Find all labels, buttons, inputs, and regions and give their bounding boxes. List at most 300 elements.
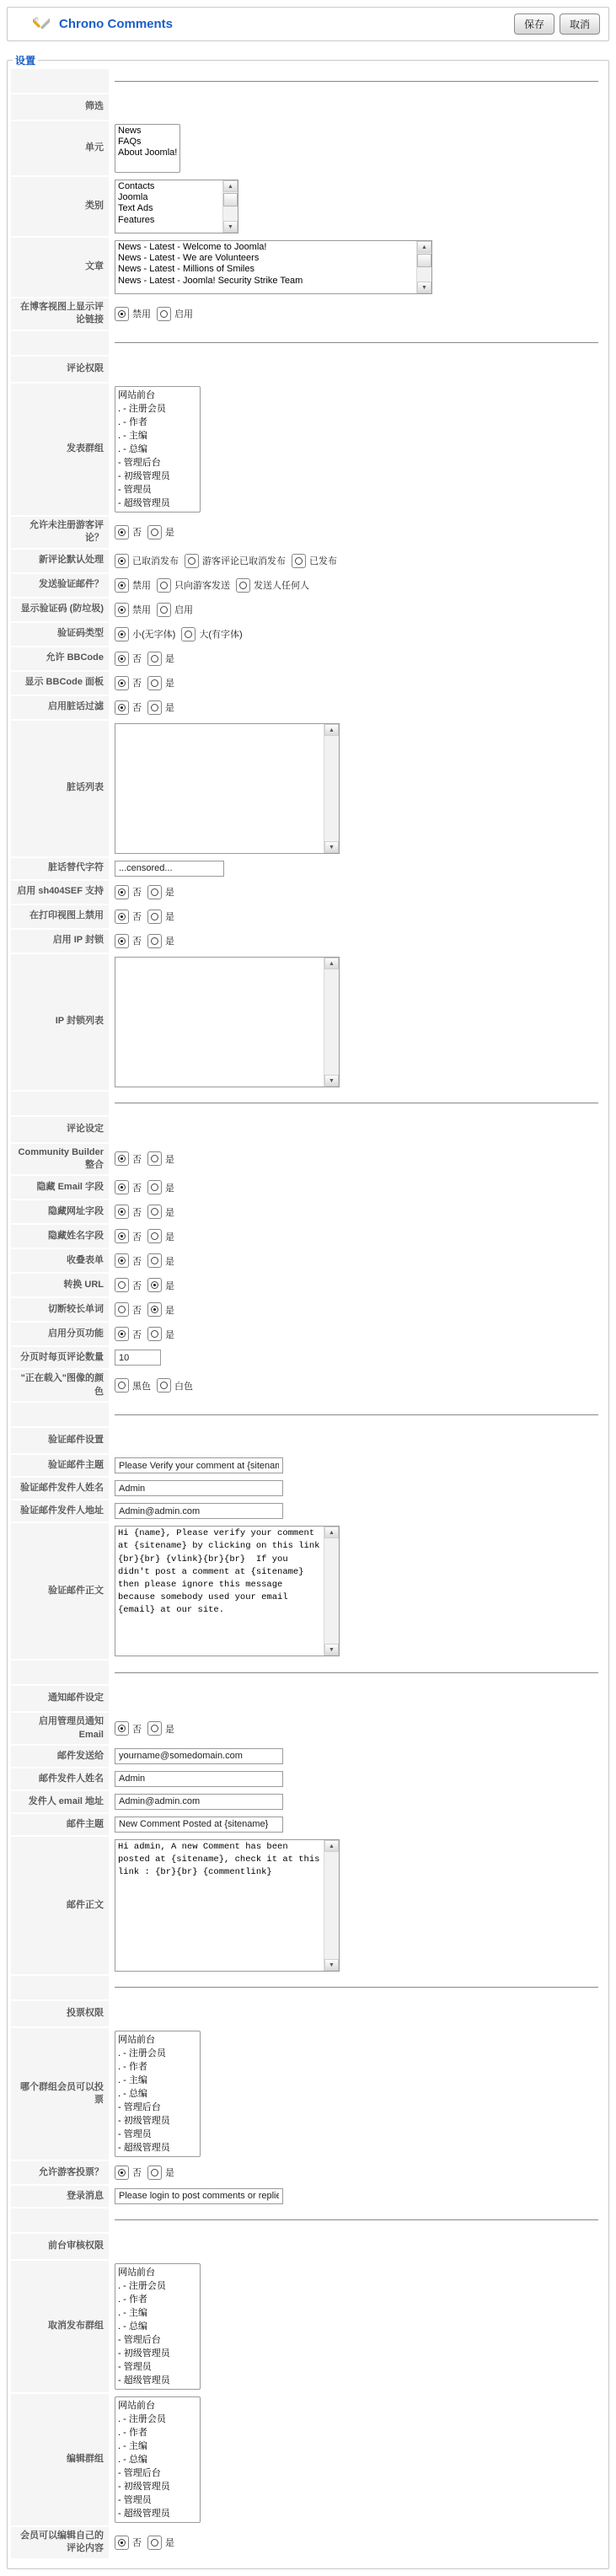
- scrollbar[interactable]: [324, 958, 339, 1087]
- radio-icon[interactable]: [115, 885, 129, 899]
- verification-email-subject-input[interactable]: [115, 1457, 283, 1473]
- radio-icon[interactable]: [157, 307, 171, 321]
- row-content: [113, 881, 605, 904]
- members-edit-own-comments-row: [11, 2527, 605, 2558]
- row-label: 会员可以编辑自己的评论内容: [11, 2527, 109, 2558]
- captcha-type-radio-1[interactable]: [181, 627, 244, 641]
- cut-long-words-radio-0[interactable]: [115, 1302, 143, 1317]
- row-label: [11, 1403, 109, 1426]
- row-content: [113, 1225, 605, 1248]
- row-content: [113, 550, 605, 572]
- radio-icon[interactable]: [157, 603, 171, 617]
- scroll-down-arrow-icon[interactable]: ▼: [324, 841, 339, 853]
- divider-line: [115, 1672, 598, 1673]
- show-bbcode-panel-radio-1[interactable]: [147, 676, 176, 690]
- header-left: [33, 16, 173, 33]
- row-content: [113, 623, 605, 646]
- hide-email-field-row: [11, 1176, 605, 1199]
- row-content: [113, 930, 605, 953]
- blog-view-comments-link-radio-1[interactable]: [157, 307, 195, 321]
- convert-urls-radio-0[interactable]: [115, 1278, 143, 1292]
- allow-guest-comments-radio-1[interactable]: [147, 525, 176, 539]
- sh404sef-support-row: [11, 881, 605, 904]
- radio-icon[interactable]: [147, 525, 162, 539]
- radio-icon[interactable]: [147, 1151, 162, 1166]
- scrollbar[interactable]: [324, 1840, 339, 1971]
- articles-scrollbox: [115, 240, 432, 294]
- radio-label: 启用: [174, 309, 193, 320]
- radio-icon[interactable]: [181, 627, 196, 641]
- row-label: 验证邮件主题: [11, 1455, 109, 1476]
- members-edit-own-comments-radio-1[interactable]: [147, 2536, 176, 2550]
- radio-icon[interactable]: [115, 1327, 129, 1341]
- scroll-up-arrow-icon[interactable]: ▲: [223, 180, 238, 192]
- radio-label: 否: [132, 1256, 142, 1267]
- hide-email-field-radio-1[interactable]: [147, 1180, 176, 1194]
- members-edit-own-comments-radio-0[interactable]: [115, 2536, 143, 2550]
- radio-state: [118, 1208, 126, 1216]
- radio-icon[interactable]: [147, 1180, 162, 1194]
- radio-icon[interactable]: [115, 676, 129, 690]
- toolbar: [514, 13, 600, 35]
- row-content: [113, 1249, 605, 1272]
- enable-word-filter-radio-0[interactable]: [115, 700, 143, 715]
- send-verification-email-row: [11, 574, 605, 597]
- row-label: Community Builder 整合: [11, 1144, 109, 1175]
- radio-label: 发送人任何人: [254, 581, 309, 592]
- section-label: 评论设定: [11, 1117, 109, 1142]
- radio-state: [151, 704, 158, 711]
- row-label: 发件人 email 地址: [11, 1791, 109, 1812]
- comment-permissions-row: [11, 357, 605, 382]
- row-content: [113, 1323, 605, 1345]
- radio-icon[interactable]: [115, 1229, 129, 1243]
- scroll-up-arrow-icon[interactable]: ▲: [417, 241, 431, 253]
- radio-icon[interactable]: [115, 554, 129, 568]
- cut-long-words-row: [11, 1298, 605, 1321]
- radio-state: [188, 557, 196, 565]
- divider-row: [11, 1661, 605, 1684]
- radio-state: [118, 1232, 126, 1240]
- radio-state: [151, 1208, 158, 1216]
- settings-fieldset: [7, 53, 609, 2569]
- sh404sef-support-radio-1[interactable]: [147, 885, 176, 899]
- radio-label: 是: [165, 528, 174, 539]
- row-content: [113, 517, 605, 548]
- radio-state: [118, 529, 126, 536]
- radio-state: [151, 529, 158, 536]
- radio-icon[interactable]: [147, 885, 162, 899]
- row-content: [113, 1837, 605, 1974]
- radio-label: 否: [132, 703, 142, 714]
- row-label: 转换 URL: [11, 1274, 109, 1296]
- allow-bbcode-radio-1[interactable]: [147, 652, 176, 666]
- radio-icon[interactable]: [115, 603, 129, 617]
- scroll-up-arrow-icon[interactable]: ▲: [324, 1527, 339, 1538]
- hide-name-field-radio-0[interactable]: [115, 1229, 143, 1243]
- unpublish-groups-select[interactable]: [115, 2263, 201, 2390]
- row-content: [113, 1298, 605, 1321]
- row-content: [113, 858, 605, 879]
- verification-email-subject-row: [11, 1455, 605, 1476]
- radio-icon[interactable]: [147, 1278, 162, 1292]
- unpublish-groups-row: [11, 2261, 605, 2392]
- radio-icon[interactable]: [147, 1229, 162, 1243]
- radio-label: 是: [165, 912, 174, 923]
- scroll-down-arrow-icon[interactable]: ▼: [417, 282, 431, 293]
- row-label: 脏话替代字符: [11, 858, 109, 879]
- row-content: [113, 1455, 605, 1476]
- articles-select[interactable]: [115, 241, 416, 293]
- row-label: [11, 331, 109, 355]
- radio-icon[interactable]: [147, 2165, 162, 2180]
- verification-email-from-name-input[interactable]: [115, 1480, 283, 1496]
- new-comment-default-radio-2[interactable]: [292, 554, 339, 568]
- radio-state: [118, 888, 126, 896]
- radio-state: [118, 631, 126, 638]
- censor-replacement-input[interactable]: [115, 861, 224, 877]
- radio-state: [239, 582, 247, 589]
- disable-on-print-view-row: [11, 905, 605, 928]
- mail-body-textarea[interactable]: [115, 1840, 324, 1971]
- page-title: Chrono Comments: [59, 17, 173, 31]
- disable-on-print-view-radio-1[interactable]: [147, 910, 176, 924]
- row-content: [113, 2161, 605, 2184]
- hide-url-field-radio-0[interactable]: [115, 1205, 143, 1219]
- radio-icon[interactable]: [115, 1151, 129, 1166]
- scroll-track[interactable]: [223, 192, 238, 221]
- scroll-down-arrow-icon[interactable]: ▼: [324, 1959, 339, 1971]
- radio-state: [151, 888, 158, 896]
- voting-permissions-row: [11, 2001, 605, 2026]
- radio-icon[interactable]: [185, 554, 199, 568]
- radio-label: 是: [165, 1207, 174, 1218]
- radio-label: 已发布: [309, 556, 337, 567]
- radio-icon[interactable]: [157, 1378, 171, 1393]
- radio-icon[interactable]: [115, 2165, 129, 2180]
- radio-icon[interactable]: [147, 934, 162, 948]
- row-label: 显示验证码 (防垃圾): [11, 598, 109, 621]
- scrollbar[interactable]: [324, 724, 339, 853]
- radio-label: 小(无字体): [132, 630, 176, 641]
- scroll-thumb[interactable]: [223, 193, 238, 207]
- radio-label: 大(有字体): [199, 630, 243, 641]
- section-label: 前台审核权限: [11, 2234, 109, 2259]
- scrollbar[interactable]: [222, 180, 238, 233]
- sh404sef-support-radio-0[interactable]: [115, 885, 143, 899]
- row-content: [113, 1478, 605, 1499]
- radio-icon[interactable]: [115, 627, 129, 641]
- radio-label: 是: [165, 1154, 174, 1165]
- allow-guest-comments-radio-0[interactable]: [115, 525, 143, 539]
- row-label: 启用脏话过滤: [11, 696, 109, 719]
- radio-icon[interactable]: [115, 910, 129, 924]
- row-label: 发表群组: [11, 384, 109, 515]
- radio-icon[interactable]: [147, 676, 162, 690]
- row-label: [11, 1661, 109, 1684]
- radio-state: [118, 1382, 126, 1389]
- radio-icon[interactable]: [147, 2536, 162, 2550]
- row-content: [113, 1661, 605, 1684]
- radio-label: 否: [132, 888, 142, 899]
- edit-groups-select[interactable]: [115, 2396, 201, 2523]
- radio-state: [118, 1330, 126, 1338]
- allow-guest-voting-radio-1[interactable]: [147, 2165, 176, 2180]
- row-content: [113, 1523, 605, 1659]
- blog-view-comments-link-radio-0[interactable]: [115, 307, 153, 321]
- radio-icon[interactable]: [147, 1253, 162, 1268]
- section-label: 评论权限: [11, 357, 109, 382]
- show-captcha-row: [11, 598, 605, 621]
- enable-ip-ban-radio-0[interactable]: [115, 934, 143, 948]
- radio-label: 否: [132, 528, 142, 539]
- radio-icon[interactable]: [157, 578, 171, 593]
- row-content: [113, 2028, 605, 2160]
- row-label: 隐藏 Email 字段: [11, 1176, 109, 1199]
- scroll-track[interactable]: [417, 253, 431, 282]
- radio-icon[interactable]: [147, 700, 162, 715]
- posting-groups-select[interactable]: [115, 386, 201, 513]
- enable-ip-ban-radio-1[interactable]: [147, 934, 176, 948]
- show-captcha-radio-1[interactable]: [157, 603, 195, 617]
- enable-pagination-radio-0[interactable]: [115, 1327, 143, 1341]
- community-builder-integration-radio-1[interactable]: [147, 1151, 176, 1166]
- radio-icon[interactable]: [115, 1253, 129, 1268]
- scroll-thumb[interactable]: [417, 254, 431, 267]
- scroll-up-arrow-icon[interactable]: ▲: [324, 1840, 339, 1852]
- scrollbar[interactable]: [324, 1527, 339, 1656]
- row-label: "正在载入"图像的颜色: [11, 1370, 109, 1401]
- mail-from-name-input[interactable]: [115, 1771, 283, 1787]
- mail-from-address-input[interactable]: [115, 1794, 283, 1810]
- comments-per-page-input[interactable]: [115, 1350, 161, 1366]
- radio-icon[interactable]: [115, 1378, 129, 1393]
- enable-word-filter-radio-1[interactable]: [147, 700, 176, 715]
- divider-line: [115, 1987, 598, 1988]
- radio-icon[interactable]: [147, 910, 162, 924]
- radio-icon[interactable]: [115, 1721, 129, 1736]
- radio-state: [151, 937, 158, 945]
- radio-icon[interactable]: [115, 700, 129, 715]
- scrollbar[interactable]: [416, 241, 431, 293]
- row-label: 发送验证邮件？: [11, 574, 109, 597]
- radio-label: 禁用: [132, 309, 151, 320]
- radio-icon[interactable]: [115, 1205, 129, 1219]
- send-verification-email-radio-0[interactable]: [115, 578, 153, 593]
- radio-label: 游客评论已取消发布: [202, 556, 286, 567]
- row-content: [113, 574, 605, 597]
- radio-icon[interactable]: [147, 1302, 162, 1317]
- verification-email-body-row: [11, 1523, 605, 1659]
- enable-word-filter-row: [11, 696, 605, 719]
- allow-bbcode-row: [11, 647, 605, 670]
- radio-icon[interactable]: [115, 1180, 129, 1194]
- radio-state: [118, 1281, 126, 1289]
- radio-icon[interactable]: [147, 1205, 162, 1219]
- row-content: [113, 2208, 605, 2232]
- radio-icon[interactable]: [115, 578, 129, 593]
- cut-long-words-radio-1[interactable]: [147, 1302, 176, 1317]
- radio-label: 是: [165, 1329, 174, 1340]
- verification-email-body-textarea[interactable]: [115, 1527, 324, 1656]
- verification-email-from-address-input[interactable]: [115, 1503, 283, 1519]
- bad-words-list-scrollbox: [115, 723, 340, 854]
- row-content: [113, 1791, 605, 1812]
- radio-state: [160, 310, 168, 318]
- radio-icon[interactable]: [292, 554, 306, 568]
- radio-label: 否: [132, 1207, 142, 1218]
- row-content: [113, 2234, 605, 2259]
- radio-state: [151, 2169, 158, 2176]
- radio-icon[interactable]: [115, 525, 129, 539]
- hide-url-field-row: [11, 1200, 605, 1223]
- radio-state: [151, 1281, 158, 1289]
- mail-send-to-input[interactable]: [115, 1748, 283, 1764]
- radio-icon[interactable]: [115, 307, 129, 321]
- loading-image-color-radio-0[interactable]: [115, 1378, 153, 1393]
- radio-state: [118, 1155, 126, 1162]
- row-label: 收叠表单: [11, 1249, 109, 1272]
- radio-icon[interactable]: [115, 2536, 129, 2550]
- row-label: 新评论默认处理: [11, 550, 109, 572]
- radio-label: 是: [165, 703, 174, 714]
- allow-bbcode-radio-0[interactable]: [115, 652, 143, 666]
- frontend-moderation-permissions-row: [11, 2234, 605, 2259]
- radio-icon[interactable]: [115, 1278, 129, 1292]
- radio-label: 是: [165, 936, 174, 947]
- enable-admin-notify-email-radio-1[interactable]: [147, 1721, 176, 1736]
- voting-groups-select[interactable]: [115, 2031, 201, 2157]
- cancel-button[interactable]: 取消: [560, 13, 600, 35]
- collapse-form-radio-1[interactable]: [147, 1253, 176, 1268]
- radio-icon[interactable]: [236, 578, 250, 593]
- radio-label: 是: [165, 679, 174, 690]
- community-builder-integration-row: [11, 1144, 605, 1175]
- radio-state: [151, 1306, 158, 1313]
- row-content: [113, 598, 605, 621]
- loading-image-color-radio-1[interactable]: [157, 1378, 195, 1393]
- allow-guest-voting-row: [11, 2161, 605, 2184]
- enable-admin-notify-email-radio-0[interactable]: [115, 1721, 143, 1736]
- sections-select[interactable]: [115, 124, 180, 173]
- convert-urls-radio-1[interactable]: [147, 1278, 176, 1292]
- hide-name-field-radio-1[interactable]: [147, 1229, 176, 1243]
- login-message-row: [11, 2186, 605, 2207]
- row-content: [113, 1200, 605, 1223]
- login-message-input[interactable]: [115, 2188, 283, 2204]
- convert-urls-row: [11, 1274, 605, 1296]
- send-verification-email-radio-1[interactable]: [157, 578, 232, 593]
- allow-guest-voting-radio-0[interactable]: [115, 2165, 143, 2180]
- radio-label: 否: [132, 1305, 142, 1316]
- disable-on-print-view-radio-0[interactable]: [115, 910, 143, 924]
- new-comment-default-radio-1[interactable]: [185, 554, 287, 568]
- row-content: [113, 2261, 605, 2392]
- edit-groups-row: [11, 2394, 605, 2525]
- collapse-form-radio-0[interactable]: [115, 1253, 143, 1268]
- scroll-up-arrow-icon[interactable]: ▲: [324, 724, 339, 736]
- radio-state: [151, 2539, 158, 2546]
- send-verification-email-radio-2[interactable]: [236, 578, 311, 593]
- row-label: 编辑群组: [11, 2394, 109, 2525]
- row-label: 启用分页功能: [11, 1323, 109, 1345]
- row-content: [113, 1117, 605, 1142]
- show-captcha-radio-0[interactable]: [115, 603, 153, 617]
- scroll-down-arrow-icon[interactable]: ▼: [223, 221, 238, 233]
- bad-words-list-row: [11, 721, 605, 856]
- bad-words-list-textarea[interactable]: [115, 724, 324, 853]
- divider-row: [11, 2208, 605, 2232]
- radio-label: 否: [132, 1232, 142, 1242]
- radio-icon[interactable]: [115, 652, 129, 666]
- scroll-down-arrow-icon[interactable]: ▼: [324, 1075, 339, 1087]
- enable-pagination-radio-1[interactable]: [147, 1327, 176, 1341]
- collapse-form-row: [11, 1249, 605, 1272]
- radio-state: [185, 631, 192, 638]
- scroll-down-arrow-icon[interactable]: ▼: [324, 1644, 339, 1656]
- save-button[interactable]: 保存: [514, 13, 554, 35]
- radio-icon[interactable]: [147, 652, 162, 666]
- row-label: 邮件发送给: [11, 1746, 109, 1767]
- radio-icon[interactable]: [115, 934, 129, 948]
- hide-email-field-radio-0[interactable]: [115, 1180, 143, 1194]
- row-label: 启用 sh404SEF 支持: [11, 881, 109, 904]
- section-label: 筛选: [11, 94, 109, 120]
- radio-icon[interactable]: [147, 1721, 162, 1736]
- row-content: [113, 1713, 605, 1744]
- radio-label: 是: [165, 1232, 174, 1242]
- captcha-type-radio-0[interactable]: [115, 627, 177, 641]
- row-content: [113, 647, 605, 670]
- radio-state: [118, 679, 126, 687]
- radio-label: 禁用: [132, 605, 151, 616]
- divider-line: [115, 342, 598, 343]
- ip-ban-list-textarea[interactable]: [115, 958, 324, 1087]
- section-label: 验证邮件设置: [11, 1428, 109, 1453]
- radio-state: [151, 1257, 158, 1264]
- divider-line: [115, 2219, 598, 2220]
- section-label: 通知邮件设定: [11, 1686, 109, 1711]
- show-bbcode-panel-radio-0[interactable]: [115, 676, 143, 690]
- ip-ban-list-scrollbox: [115, 957, 340, 1087]
- row-label: [11, 1976, 109, 1999]
- community-builder-integration-radio-0[interactable]: [115, 1151, 143, 1166]
- scroll-up-arrow-icon[interactable]: ▲: [324, 958, 339, 969]
- row-label: 类别: [11, 177, 109, 236]
- row-content: [113, 357, 605, 382]
- blog-view-comments-link-row: [11, 298, 605, 330]
- hide-url-field-radio-1[interactable]: [147, 1205, 176, 1219]
- row-label: 取消发布群组: [11, 2261, 109, 2392]
- radio-state: [118, 913, 126, 920]
- row-content: [113, 1144, 605, 1175]
- mail-subject-input[interactable]: [115, 1817, 283, 1833]
- row-label: 允许游客投票？: [11, 2161, 109, 2184]
- radio-label: 否: [132, 2168, 142, 2179]
- radio-state: [160, 606, 168, 614]
- radio-icon[interactable]: [147, 1327, 162, 1341]
- row-label: 验证邮件发件人地址: [11, 1500, 109, 1521]
- row-content: [113, 298, 605, 330]
- radio-label: 是: [165, 1305, 174, 1316]
- row-label: 验证邮件发件人姓名: [11, 1478, 109, 1499]
- radio-icon[interactable]: [115, 1302, 129, 1317]
- radio-state: [160, 582, 168, 589]
- categories-select[interactable]: [115, 180, 222, 233]
- new-comment-default-radio-0[interactable]: [115, 554, 180, 568]
- ip-ban-list-row: [11, 954, 605, 1090]
- verification-email-body-scrollbox: [115, 1526, 340, 1656]
